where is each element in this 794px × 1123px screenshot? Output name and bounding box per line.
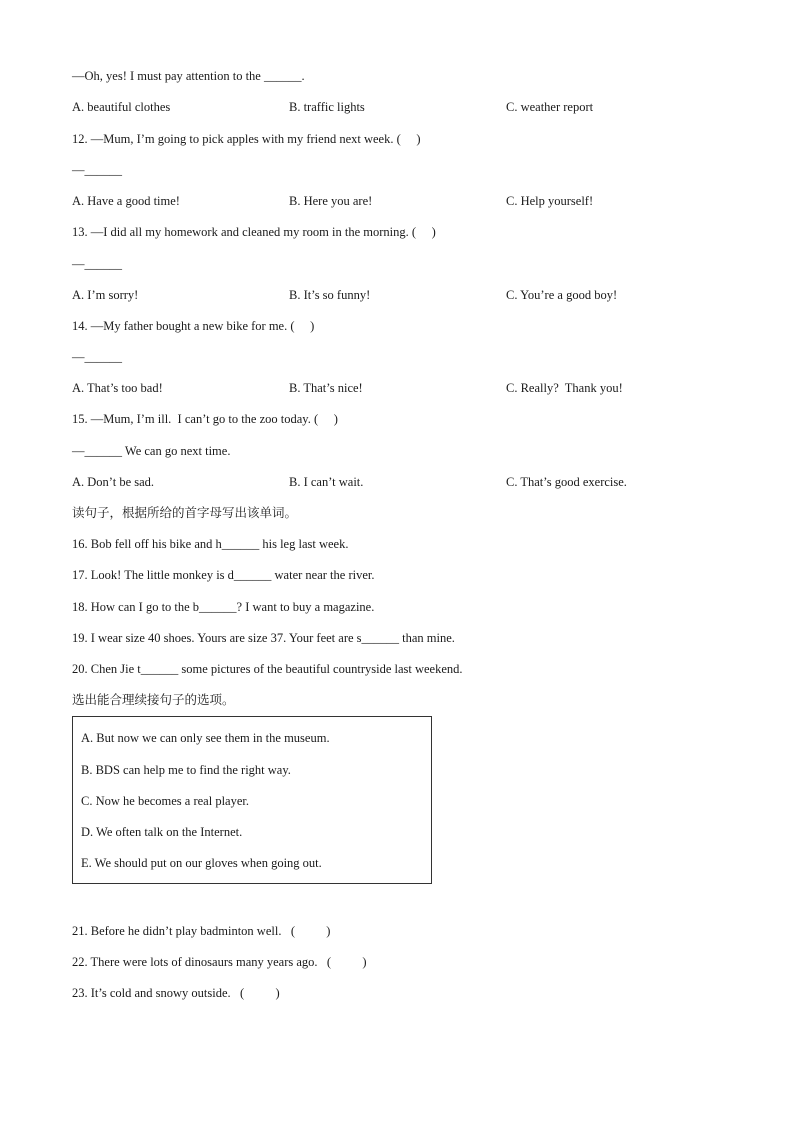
q12-option-a: A. Have a good time!	[72, 194, 180, 208]
q14-options	[72, 380, 722, 396]
q14-option-c: C. Really? Thank you!	[506, 381, 623, 395]
box-option-a: A. But now we can only see them in the museum.	[81, 731, 330, 745]
q13-option-c: C. You’re a good boy!	[506, 288, 618, 302]
q18-sentence: 18. How can I go to the b______? I want to buy a magazine.	[72, 600, 375, 614]
options-box	[72, 716, 432, 884]
q16-sentence: 16. Bob fell off his bike and h______ his leg last week.	[72, 537, 349, 551]
q20-sentence: 20. Chen Jie t______ some pictures of the beautiful countryside last weekend.	[72, 662, 463, 676]
box-option-d: D. We often talk on the Internet.	[81, 825, 243, 839]
q15-prompt: 15. —Mum, I’m ill. I can’t go to the zoo today. ( )	[72, 412, 338, 426]
q12-option-c: C. Help yourself!	[506, 194, 594, 208]
q13-option-a: A. I’m sorry!	[72, 288, 139, 302]
box-option-c: C. Now he becomes a real player.	[81, 794, 249, 808]
q11-options	[72, 99, 722, 115]
section2-heading: 读句子，根据所给的首字母写出该单词。	[72, 505, 298, 520]
q14-option-a: A. That’s too bad!	[72, 381, 163, 395]
q11-reply-line: —Oh, yes! I must pay attention to the ______.	[72, 69, 305, 83]
q15-option-c: C. That’s good exercise.	[506, 475, 627, 489]
box-option-e: E. We should put on our gloves when going out.	[81, 856, 322, 870]
q13-reply-line: —______	[72, 257, 122, 271]
q23-sentence: 23. It’s cold and snowy outside. ( )	[72, 986, 280, 1000]
q13-options	[72, 287, 722, 303]
q17-sentence: 17. Look! The little monkey is d______ water near the river.	[72, 568, 375, 582]
q14-reply-line: —______	[72, 350, 122, 364]
q11-option-c: C. weather report	[506, 100, 594, 114]
q15-option-b: B. I can’t wait.	[289, 475, 364, 489]
q15-reply-line: —______ We can go next time.	[72, 444, 231, 458]
q22-sentence: 22. There were lots of dinosaurs many years ago. ( )	[72, 955, 367, 969]
q13-option-b: B. It’s so funny!	[289, 288, 371, 302]
q12-reply-line: —______	[72, 163, 122, 177]
q11-option-b: B. traffic lights	[289, 100, 365, 114]
q15-option-a: A. Don’t be sad.	[72, 475, 155, 489]
q12-options	[72, 193, 722, 209]
q19-sentence: 19. I wear size 40 shoes. Yours are size 37. Your feet are s______ than mine.	[72, 631, 455, 645]
q12-option-b: B. Here you are!	[289, 194, 373, 208]
q21-sentence: 21. Before he didn’t play badminton well. ( )	[72, 924, 331, 938]
box-option-b: B. BDS can help me to find the right way.	[81, 763, 291, 777]
q14-option-b: B. That’s nice!	[289, 381, 363, 395]
q11-option-a: A. beautiful clothes	[72, 100, 171, 114]
q13-prompt: 13. —I did all my homework and cleaned my room in the morning. ( )	[72, 225, 436, 239]
q14-prompt: 14. —My father bought a new bike for me. ( )	[72, 319, 315, 333]
q15-options	[72, 474, 722, 490]
section3-heading: 选出能合理续接句子的选项。	[72, 692, 235, 707]
q12-prompt: 12. —Mum, I’m going to pick apples with my friend next week. ( )	[72, 132, 421, 146]
